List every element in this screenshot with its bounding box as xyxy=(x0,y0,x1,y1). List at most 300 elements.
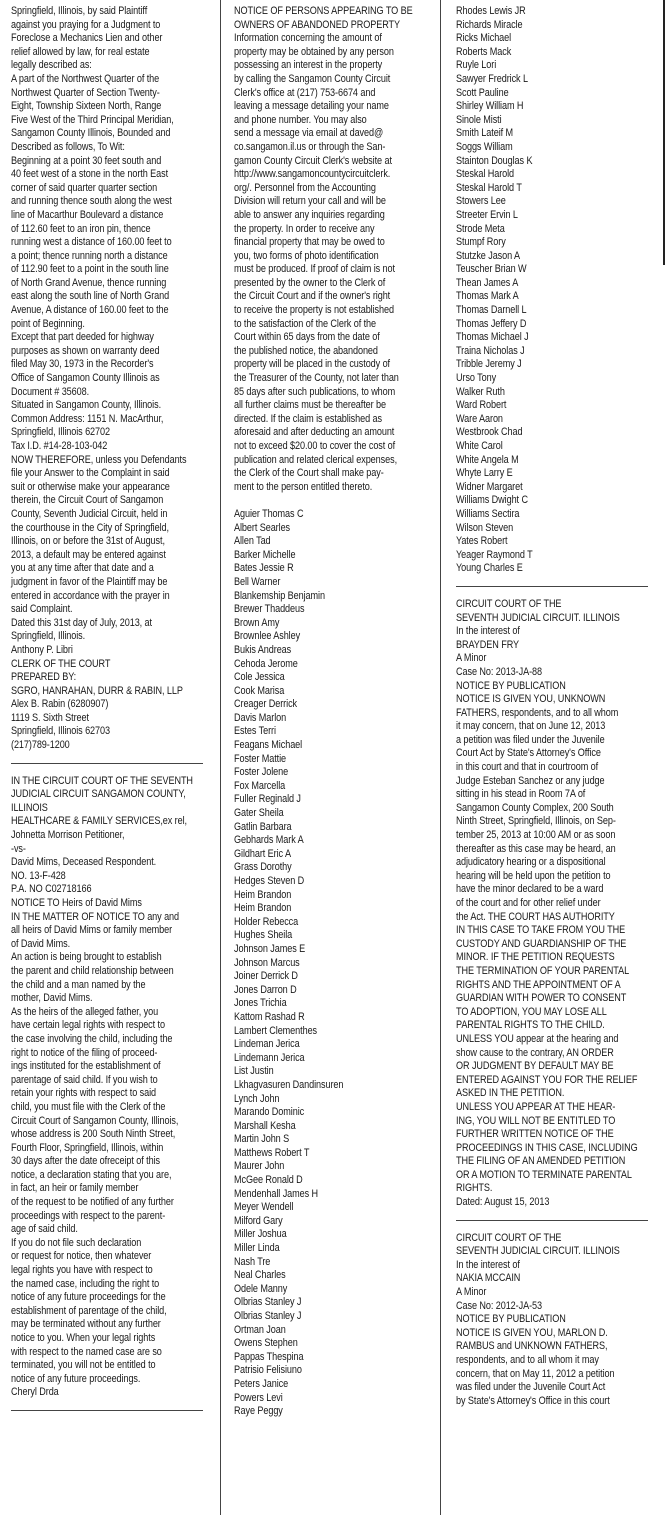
text-line: a petition was filed under the Juvenile xyxy=(456,733,605,746)
text-line: Grass Dorothy xyxy=(234,861,292,874)
text-line: in this court and that in courtroom of xyxy=(456,761,599,774)
text-line: filed May 30, 1973 in the Recorder's xyxy=(11,358,154,371)
text-line: UNLESS YOU appear at the hearing and xyxy=(456,1032,619,1045)
text-line: FURTHER WRITTEN NOTICE OF THE xyxy=(456,1128,614,1141)
text-line: Albert Searles xyxy=(234,521,291,534)
text-line: ING, YOU WILL NOT BE ENTITLED TO xyxy=(456,1114,616,1127)
text-line: Scott Pauline xyxy=(456,86,509,99)
text-line: Yeager Raymond T xyxy=(456,548,533,561)
text-line: directed. If the claim is established as xyxy=(234,412,382,425)
text-line: purposes as shown on warranty deed xyxy=(11,344,160,357)
spacer xyxy=(234,494,421,508)
text-line: Shirley William H xyxy=(456,100,524,113)
text-line: CIRCUIT COURT OF THE xyxy=(456,1231,562,1244)
page-edge-mark xyxy=(663,0,665,265)
text-line: Allen Tad xyxy=(234,535,271,548)
text-line: Five West of the Third Principal Meridian, xyxy=(11,113,174,126)
text-line: or request for notice, then whatever xyxy=(11,1250,152,1263)
text-line: and running thence south along the west xyxy=(11,195,172,208)
text-line: judgment in favor of the Plaintiff may be xyxy=(11,575,168,588)
owner-names-list-b xyxy=(456,5,648,576)
text-line: leaving a message detailing your name xyxy=(234,100,389,113)
text-line: Foreclose a Mechanics Lien and other xyxy=(11,32,163,45)
text-line: relief allowed by law, for real estate xyxy=(11,45,150,58)
text-line: Widner Margaret xyxy=(456,480,523,493)
text-line: 40 feet west of a stone in the north East xyxy=(11,168,169,181)
text-line: Document # 35608. xyxy=(11,385,90,398)
text-line: Heim Brandon xyxy=(234,888,292,901)
text-line: Stainton Douglas K xyxy=(456,154,533,167)
fry-publication-notice xyxy=(456,598,648,1210)
text-line: McGee Ronald D xyxy=(234,1174,303,1187)
text-line: Stowers Lee xyxy=(456,195,506,208)
text-line: Teuscher Brian W xyxy=(456,263,527,276)
text-line: show cause to the contrary, AN ORDER xyxy=(456,1046,614,1059)
text-line: Mendenhall James H xyxy=(234,1187,319,1200)
notice-divider xyxy=(456,586,648,587)
text-line: right to notice of the filing of proceed- xyxy=(11,1046,158,1059)
text-line: Barker Michelle xyxy=(234,548,296,561)
notice-divider xyxy=(456,1220,648,1221)
text-line: all further claims must be thereafter be xyxy=(234,399,387,412)
text-line: OR JUDGMENT BY DEFAULT MAY BE xyxy=(456,1060,614,1073)
text-line: RIGHTS. xyxy=(456,1182,493,1195)
text-line: legal rights you have with respect to xyxy=(11,1264,153,1277)
text-line: file your Answer to the Complaint in said xyxy=(11,467,170,480)
text-line: NOTICE OF PERSONS APPEARING TO BE xyxy=(234,5,413,17)
text-line: GUARDIAN WITH POWER TO CONSENT xyxy=(456,992,627,1005)
text-line: CIRCUIT COURT OF THE xyxy=(456,597,562,610)
text-line: Brewer Thaddeus xyxy=(234,603,305,616)
text-line: David Mims, Deceased Respondent. xyxy=(11,856,157,869)
text-line: with respect to the named case are so xyxy=(11,1345,162,1358)
text-line: NOTICE TO Heirs of David Mims xyxy=(11,897,142,909)
text-line: to receive the property is not established xyxy=(234,304,394,317)
text-line: Lindemann Jerica xyxy=(234,1051,305,1064)
text-line: the Circuit Court and if the owner's right xyxy=(234,290,391,303)
text-line: Rhodes Lewis JR xyxy=(456,5,526,17)
text-line: a point; thence running north a distance xyxy=(11,249,168,262)
text-line: Blankemship Benjamin xyxy=(234,589,325,602)
text-line: thereafter as this case may be heard, an xyxy=(456,842,616,855)
text-line: adjudicatory hearing or a dispositional xyxy=(456,856,606,869)
text-line: PREPARED BY: xyxy=(11,671,77,684)
text-line: Cehoda Jerome xyxy=(234,657,298,670)
text-line: Kattom Rashad R xyxy=(234,1010,305,1023)
text-line: send a message via email at daved@ xyxy=(234,127,384,140)
text-line: Steskal Harold T xyxy=(456,181,522,194)
abandoned-property-notice xyxy=(234,5,421,494)
text-line: Described as follows, To Wit: xyxy=(11,140,125,153)
notice-divider xyxy=(11,1410,203,1411)
text-line: east along the south line of North Grand xyxy=(11,290,170,303)
text-line: Case No: 2012-JA-53 xyxy=(456,1299,542,1312)
text-line: notice to you. When your legal rights xyxy=(11,1332,156,1344)
text-line: FATHERS, respondents, and to all whom xyxy=(456,706,619,719)
text-line: A Minor xyxy=(456,652,487,665)
text-line: THE FILING OF AN AMENDED PETITION xyxy=(456,1155,626,1168)
text-line: notice, a declaration stating that you are, xyxy=(11,1168,172,1181)
text-line: OWNERS OF ABANDONED PROPERTY xyxy=(234,18,401,31)
text-line: -vs- xyxy=(11,842,26,855)
text-line: 1119 S. Sixth Street xyxy=(11,711,89,724)
text-line: child, you must file with the Clerk of the xyxy=(11,1100,166,1113)
text-line: BRAYDEN FRY xyxy=(456,638,520,651)
text-line: Johnson Marcus xyxy=(234,956,300,969)
text-line: Hedges Steven D xyxy=(234,875,305,887)
text-line: Foster Mattie xyxy=(234,752,287,765)
text-line: SEVENTH JUDICIAL CIRCUIT. ILLINOIS xyxy=(456,611,620,624)
text-line: Lambert Clementhes xyxy=(234,1024,318,1037)
text-line: the child and a man named by the xyxy=(11,978,146,991)
text-line: Miller Linda xyxy=(234,1242,280,1255)
text-line: Stutzke Jason A xyxy=(456,249,521,262)
text-line: Johnetta Morrison Petitioner, xyxy=(11,829,125,842)
text-line: point of Beginning. xyxy=(11,317,85,330)
text-line: A part of the Northwest Quarter of the xyxy=(11,72,160,85)
text-line: Foster Jolene xyxy=(234,766,289,779)
text-line: Brownlee Ashley xyxy=(234,630,301,643)
text-line: terminated, you will not be entitled to xyxy=(11,1359,156,1372)
text-line: of 112.90 feet to a point in the south line xyxy=(11,263,169,276)
text-line: the published notice, the abandoned xyxy=(234,344,378,357)
text-line: Sangamon County Illinois, Bounded and xyxy=(11,127,171,140)
heirs-notice xyxy=(11,775,203,1400)
text-line: establishment of parentage of the child, xyxy=(11,1304,167,1317)
text-line: Jones Trichia xyxy=(234,997,287,1010)
text-line: was filed under the Juvenile Court Act xyxy=(456,1381,606,1394)
text-line: said Complaint. xyxy=(11,603,73,616)
text-line: http://www.sangamoncountycircuitclerk. xyxy=(234,168,391,181)
text-line: therein, the Circuit Court of Sangamon xyxy=(11,494,164,507)
text-line: property may be obtained by any person xyxy=(234,45,394,58)
text-line: the Clerk of the Court shall make pay- xyxy=(234,467,384,480)
text-line: Johnson James E xyxy=(234,942,306,955)
text-line: ASKED IN THE PETITION. xyxy=(456,1087,565,1100)
text-line: aforesaid and after deducting an amount xyxy=(234,426,395,439)
text-line: Fuller Reginald J xyxy=(234,793,301,806)
text-line: it may concern, that on June 12, 2013 xyxy=(456,720,606,733)
text-line: Fox Marcella xyxy=(234,779,286,792)
text-line: Whyte Larry E xyxy=(456,467,513,480)
text-line: Peters Janice xyxy=(234,1377,289,1390)
text-line: Gatlin Barbara xyxy=(234,820,292,833)
text-line: Ruyle Lori xyxy=(456,59,497,72)
text-line: Joiner Derrick D xyxy=(234,970,298,983)
text-line: ENTERED AGAINST YOU FOR THE RELIEF xyxy=(456,1073,638,1086)
text-line: Tribble Jeremy J xyxy=(456,358,522,371)
text-line: concern, that on May 11, 2012 a petition xyxy=(456,1367,615,1380)
text-line: White Carol xyxy=(456,440,503,452)
text-line: have certain legal rights with respect to xyxy=(11,1019,165,1032)
text-line: proceedings with respect to the parent- xyxy=(11,1209,166,1222)
text-line: An action is being brought to establish xyxy=(11,951,162,964)
text-line: running west a distance of 160.00 feet to xyxy=(11,236,172,249)
text-line: JUDICIAL CIRCUIT SANGAMON COUNTY, xyxy=(11,788,186,801)
text-line: 30 days after the date ofreceipt of this xyxy=(11,1155,161,1168)
text-line: Springfield, Illinois, by said Plaintiff xyxy=(11,5,148,17)
column-3 xyxy=(456,5,648,1408)
text-line: you at any time after that date and a xyxy=(11,562,154,575)
text-line: Sawyer Fredrick L xyxy=(456,72,528,85)
text-line: org/. Personnel from the Accounting xyxy=(234,181,376,194)
text-line: mother, David Mims. xyxy=(11,992,93,1005)
text-line: Smith Lateif M xyxy=(456,127,514,140)
text-line: Matthews Robert T xyxy=(234,1146,310,1159)
text-line: CLERK OF THE COURT xyxy=(11,657,111,670)
text-line: Williams Sectira xyxy=(456,507,520,520)
text-line: Avenue, A distance of 160.00 feet to the xyxy=(11,304,169,317)
text-line: entered in accordance with the prayer in xyxy=(11,589,170,602)
text-line: age of said child. xyxy=(11,1223,78,1236)
text-line: Soggs William xyxy=(456,140,513,153)
text-line: Illinois, on or before the 31st of August, xyxy=(11,535,165,548)
text-line: Strode Meta xyxy=(456,222,505,235)
text-line: the Treasurer of the County, not later than xyxy=(234,372,399,385)
text-line: hearing will be held upon the petition to xyxy=(456,869,611,882)
text-line: Maurer John xyxy=(234,1160,285,1173)
text-line: property will be placed in the custody of xyxy=(234,358,391,371)
text-line: Alex B. Rabin (6280907) xyxy=(11,698,109,711)
text-line: against you praying for a Judgment to xyxy=(11,18,161,31)
text-line: Thomas Michael J xyxy=(456,331,529,344)
text-line: Common Address: 1151 N. MacArthur, xyxy=(11,412,164,425)
text-line: Yates Robert xyxy=(456,535,508,548)
text-line: P.A. NO C02718166 xyxy=(11,883,92,896)
text-line: Beginning at a point 30 feet south and xyxy=(11,154,162,167)
text-line: RIGHTS AND THE APPOINTMENT OF A xyxy=(456,978,621,991)
text-line: the parent and child relationship between xyxy=(11,964,174,977)
text-line: Thean James A xyxy=(456,276,519,289)
text-line: parentage of said child. If you wish to xyxy=(11,1073,158,1086)
text-line: In the interest of xyxy=(456,625,520,638)
text-line: financial property that may be owed to xyxy=(234,236,385,249)
text-line: Fourth Floor, Springfield, Illinois, within xyxy=(11,1141,164,1154)
text-line: 85 days after such publications, to whom xyxy=(234,385,396,398)
text-line: SGRO, HANRAHAN, DURR & RABIN, LLP xyxy=(11,684,183,697)
text-line: ings instituted for the establishment of xyxy=(11,1060,161,1073)
text-line: have the minor declared to be a ward xyxy=(456,883,604,896)
text-line: PROCEEDINGS IN THIS CASE, INCLUDING xyxy=(456,1141,638,1154)
text-line: White Angela M xyxy=(456,453,519,466)
text-line: Ricks Michael xyxy=(456,32,512,45)
text-line: NOW THEREFORE, unless you Defendants xyxy=(11,453,187,466)
text-line: Dated this 31st day of July, 2013, at xyxy=(11,616,152,629)
text-line: Aguier Thomas C xyxy=(234,507,304,520)
text-line: co.sangamon.il.us or through the San- xyxy=(234,140,386,153)
text-line: Except that part deeded for highway xyxy=(11,331,154,344)
text-line: line of Macarthur Boulevard a distance xyxy=(11,208,164,221)
text-line: NOTICE IS GIVEN YOU, MARLON D. xyxy=(456,1326,608,1339)
text-line: Raye Peggy xyxy=(234,1405,283,1418)
text-line: Roberts Mack xyxy=(456,45,512,58)
column-1 xyxy=(11,5,203,1422)
text-line: presented by the owner to the Clerk of xyxy=(234,276,386,289)
text-line: gamon County Circuit Clerk's website at xyxy=(234,154,392,167)
text-line: Court within 65 days from the date of xyxy=(234,331,380,344)
text-line: Brown Amy xyxy=(234,616,280,629)
text-line: respondents, and to all whom it may xyxy=(456,1354,599,1366)
text-line: Gater Sheila xyxy=(234,807,284,820)
column-2 xyxy=(234,5,421,1419)
text-line: Lkhagvasuren Dandinsuren xyxy=(234,1078,344,1091)
text-line: must be produced. If proof of claim is not xyxy=(234,263,395,276)
text-line: Judge Esteban Sanchez or any judge xyxy=(456,774,605,787)
text-line: Clerk's office at (217) 753-6674 and xyxy=(234,86,376,99)
text-line: TO ADOPTION, YOU MAY LOSE ALL xyxy=(456,1005,607,1018)
text-line: MINOR. IF THE PETITION REQUESTS xyxy=(456,951,615,964)
text-line: Williams Dwight C xyxy=(456,494,528,507)
text-line: UNLESS YOU APPEAR AT THE HEAR- xyxy=(456,1100,616,1113)
text-line: whose address is 200 South Ninth Street, xyxy=(11,1128,176,1141)
text-line: Eight, Township Sixteen North, Range xyxy=(11,100,162,113)
text-line: by State's Attorney's Office in this court xyxy=(456,1394,610,1407)
text-line: IN THE MATTER OF NOTICE TO any and xyxy=(11,910,180,923)
text-line: Ware Aaron xyxy=(456,412,503,425)
text-line: all heirs of David Mims or family member xyxy=(11,924,173,937)
text-line: Young Charles E xyxy=(456,562,523,575)
text-line: Milford Gary xyxy=(234,1214,283,1227)
text-line: Dated: August 15, 2013 xyxy=(456,1196,550,1209)
text-line: of North Grand Avenue, thence running xyxy=(11,276,167,289)
text-line: Cheryl Drda xyxy=(11,1386,59,1399)
text-line: NOTICE BY PUBLICATION xyxy=(456,1313,566,1326)
text-line: Gildhart Eric A xyxy=(234,847,291,860)
text-line: RAMBUS and UNKNOWN FATHERS, xyxy=(456,1340,608,1353)
text-line: Owens Stephen xyxy=(234,1337,298,1350)
text-line: notice of any future proceedings. xyxy=(11,1372,141,1385)
text-line: Court Act by State's Attorney's Office xyxy=(456,747,601,760)
text-line: NO. 13-F-428 xyxy=(11,869,66,882)
text-line: 2013, a default may be entered against xyxy=(11,548,166,561)
text-line: Northwest Quarter of Section Twenty- xyxy=(11,86,160,99)
text-line: the courthouse in the City of Springfield, xyxy=(11,521,169,534)
text-line: Bell Warner xyxy=(234,575,281,588)
text-line: Springfield, Illinois. xyxy=(11,630,86,643)
text-line: Springfield, Illinois 62702 xyxy=(11,426,110,439)
text-line: Bates Jessie R xyxy=(234,562,294,575)
text-line: Information concerning the amount of xyxy=(234,32,382,45)
text-line: Westbrook Chad xyxy=(456,426,523,439)
column-divider-left xyxy=(220,0,221,1515)
text-line: IN THIS CASE TO TAKE FROM YOU THE xyxy=(456,924,626,937)
text-line: Circuit Court of Sangamon County, Illinois, xyxy=(11,1114,179,1127)
text-line: tember 25, 2013 at 10:00 AM or as soon xyxy=(456,829,616,842)
text-line: Wilson Steven xyxy=(456,521,514,534)
text-line: Martin John S xyxy=(234,1133,290,1146)
text-line: Streeter Ervin L xyxy=(456,208,518,221)
text-line: Situated in Sangamon County, Illinois. xyxy=(11,399,162,412)
notice-divider xyxy=(11,763,203,764)
text-line: Walker Ruth xyxy=(456,385,505,398)
text-line: OR A MOTION TO TERMINATE PARENTAL xyxy=(456,1168,632,1181)
text-line: of the request to be notified of any further xyxy=(11,1196,174,1209)
text-line: Davis Marlon xyxy=(234,711,287,724)
text-line: Olbrias Stanley J xyxy=(234,1310,302,1322)
mccain-publication-notice xyxy=(456,1232,648,1409)
text-line: Steskal Harold xyxy=(456,168,515,181)
text-line: retain your rights with respect to said xyxy=(11,1087,157,1100)
text-line: A Minor xyxy=(456,1286,487,1299)
text-line: Olbrias Stanley J xyxy=(234,1296,302,1309)
text-line: Odele Manny xyxy=(234,1282,288,1295)
text-line: Pappas Thespina xyxy=(234,1350,304,1363)
owner-names-list-a xyxy=(234,508,421,1419)
text-line: SEVENTH JUDICIAL CIRCUIT. ILLINOIS xyxy=(456,1245,620,1258)
text-line: Neal Charles xyxy=(234,1269,286,1282)
text-line: Creager Derrick xyxy=(234,698,298,711)
text-line: of 112.60 feet to an iron pin, thence xyxy=(11,222,151,235)
text-line: (217)789-1200 xyxy=(11,739,70,752)
text-line: to the satisfaction of the Clerk of the xyxy=(234,317,376,330)
column-divider-right xyxy=(440,0,441,1515)
text-line: NOTICE IS GIVEN YOU, UNKNOWN xyxy=(456,693,606,706)
text-line: not to exceed $20.00 to cover the cost of xyxy=(234,440,396,452)
text-line: ment to the person entitled thereto. xyxy=(234,480,373,493)
text-line: Marshall Kesha xyxy=(234,1119,296,1132)
text-line: by calling the Sangamon County Circuit xyxy=(234,72,391,85)
text-line: Thomas Mark A xyxy=(456,290,519,303)
text-line: ILLINOIS xyxy=(11,801,48,814)
text-line: publication and related clerical expenses, xyxy=(234,453,398,466)
text-line: County, Seventh Judicial Circuit, held in xyxy=(11,507,168,520)
foreclosure-notice xyxy=(11,5,203,753)
text-line: Meyer Wendell xyxy=(234,1201,294,1214)
text-line: Estes Terri xyxy=(234,725,276,738)
text-line: possessing an interest in the property xyxy=(234,59,383,72)
text-line: suit or otherwise make your appearance xyxy=(11,480,170,493)
text-line: Holder Rebecca xyxy=(234,915,299,928)
text-line: Thomas Darnell L xyxy=(456,304,527,317)
text-line: Bukis Andreas xyxy=(234,643,292,656)
text-line: in fact, an heir or family member xyxy=(11,1182,139,1195)
text-line: Hughes Sheila xyxy=(234,929,293,942)
text-line: Ward Robert xyxy=(456,399,507,412)
text-line: Gebhards Mark A xyxy=(234,834,304,847)
text-line: Miller Joshua xyxy=(234,1228,287,1241)
text-line: may be terminated without any further xyxy=(11,1318,161,1331)
text-line: NAKIA MCCAIN xyxy=(456,1272,521,1285)
text-line: Division will return your call and will be xyxy=(234,195,386,208)
text-line: the property. In order to receive any xyxy=(234,222,375,235)
text-line: and phone number. You may also xyxy=(234,113,367,126)
text-line: Office of Sangamon County Illinois as xyxy=(11,372,160,385)
text-line: List Justin xyxy=(234,1065,274,1078)
text-line: Richards Miracle xyxy=(456,18,523,31)
text-line: notice of any future proceedings for the xyxy=(11,1291,166,1304)
text-line: HEALTHCARE & FAMILY SERVICES,ex rel, xyxy=(11,815,187,828)
text-line: Lynch John xyxy=(234,1092,280,1105)
text-line: CUSTODY AND GUARDIANSHIP OF THE xyxy=(456,937,627,950)
text-line: the named case, including the right to xyxy=(11,1277,160,1290)
text-line: corner of said quarter quarter section xyxy=(11,181,158,194)
text-line: legally described as: xyxy=(11,59,92,72)
text-line: THE TERMINATION OF YOUR PARENTAL xyxy=(456,964,630,977)
text-line: PARENTAL RIGHTS TO THE CHILD. xyxy=(456,1019,605,1032)
text-line: Jones Darron D xyxy=(234,983,297,996)
text-line: Thomas Jeffery D xyxy=(456,317,527,330)
text-line: Sangamon County Complex, 200 South xyxy=(456,801,614,814)
text-line: the Act. THE COURT HAS AUTHORITY xyxy=(456,910,615,923)
text-line: Patrisio Felisiuno xyxy=(234,1364,302,1377)
text-line: Marando Dominic xyxy=(234,1106,305,1119)
text-line: the case involving the child, including the xyxy=(11,1032,173,1045)
text-line: Urso Tony xyxy=(456,372,497,385)
text-line: Traina Nicholas J xyxy=(456,344,525,357)
text-line: Lindeman Jerica xyxy=(234,1038,300,1051)
text-line: Tax I.D. #14-28-103-042 xyxy=(11,440,108,452)
text-line: of the court and for other relief under xyxy=(456,897,601,909)
